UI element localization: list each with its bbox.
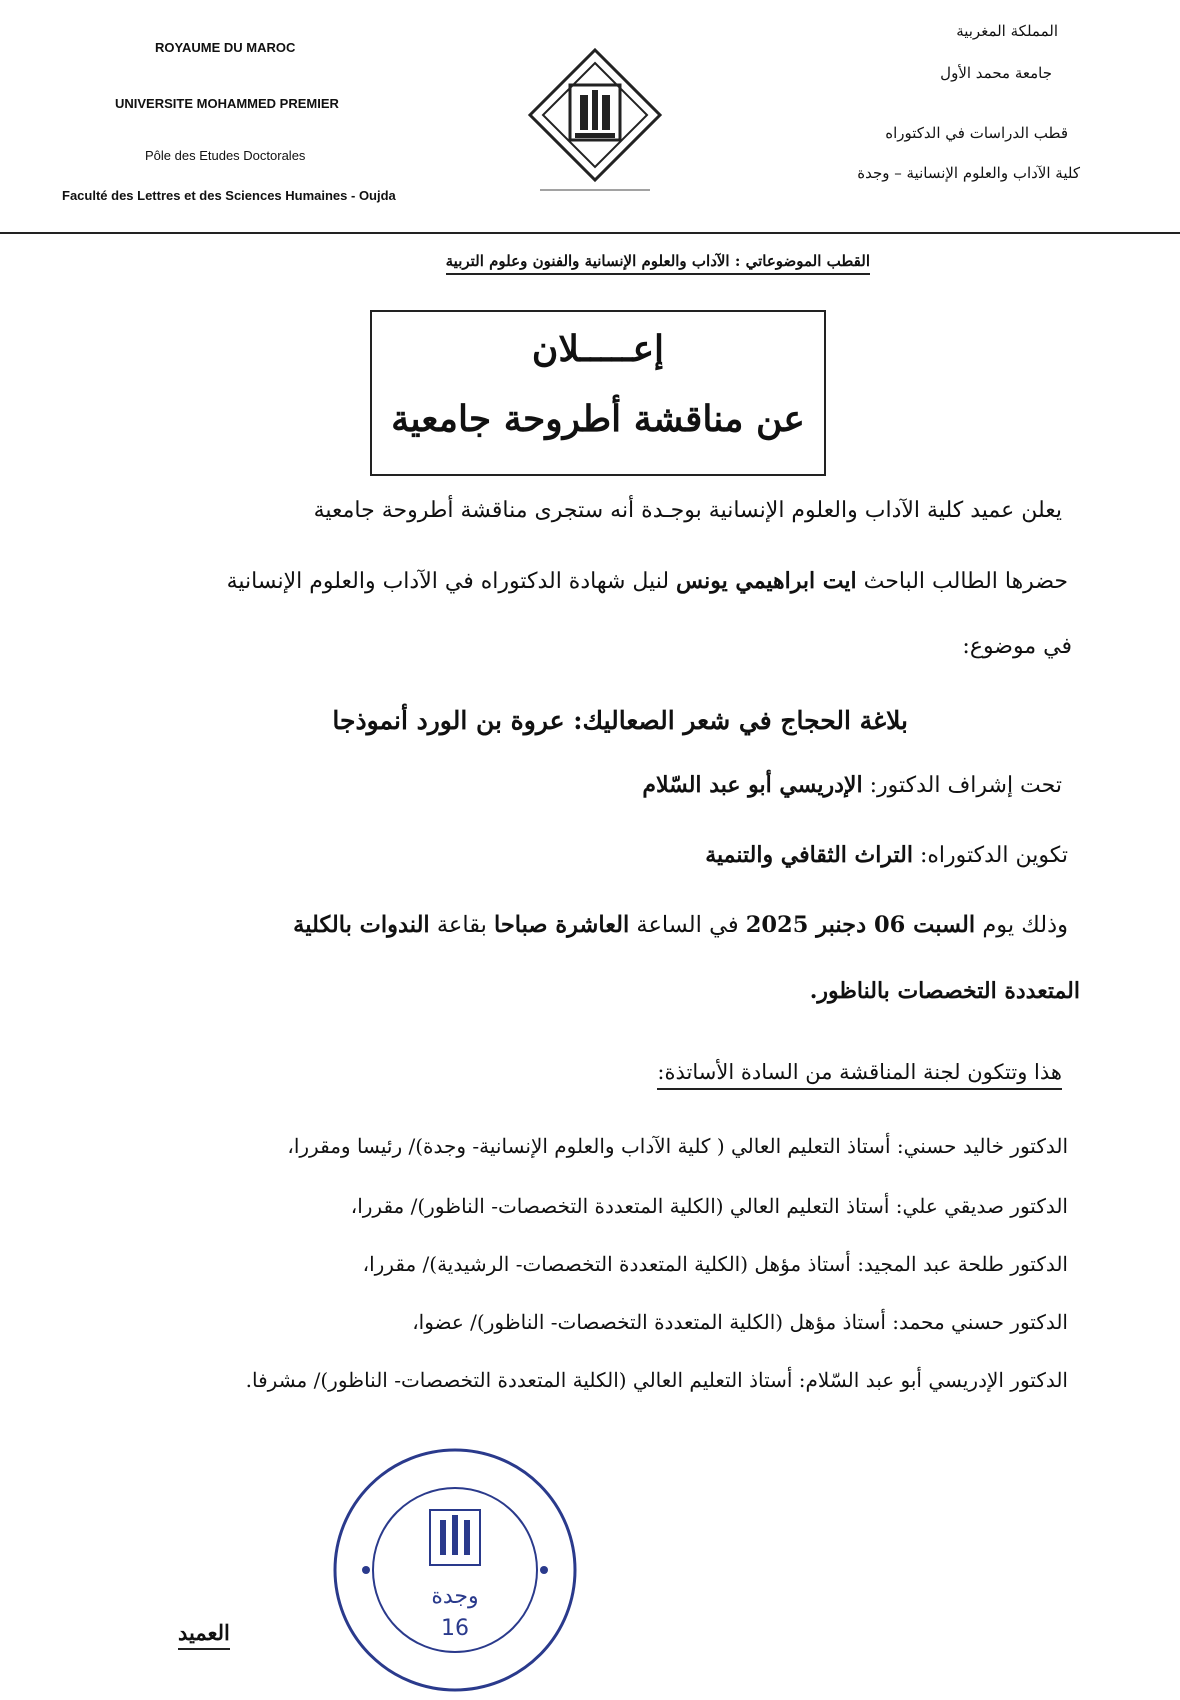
- jury-member-1: الدكتور خاليد حسني: أستاذ التعليم العالي ( كلية الآداب والعلوم الإنسانية- وجدة)/ رئيسا ومقررا،: [287, 1134, 1068, 1158]
- header-fr-pole: Pôle des Etudes Doctorales: [145, 148, 306, 163]
- header-ar-faculty: كلية الآداب والعلوم الإنسانية – وجدة: [857, 164, 1080, 182]
- header-ar-kingdom: المملكة المغربية: [956, 22, 1058, 40]
- official-stamp-icon: [330, 1445, 580, 1695]
- dean-signature-label: العميد: [178, 1620, 230, 1650]
- thesis-subject: بلاغة الحجاج في شعر الصعاليك: عروة بن الورد أنموذجا: [332, 706, 908, 735]
- training-line: [705, 842, 1068, 868]
- jury-member-5: الدكتور الإدريسي أبو عبد السّلام: أستاذ التعليم العالي (الكلية المتعددة التخصصات- الناظور)/ مشرفا.: [245, 1368, 1068, 1392]
- defense-hour: العاشرة صباحا: [494, 912, 630, 938]
- header-fr-kingdom: ROYAUME DU MAROC: [155, 40, 296, 55]
- announcement-line-3: في موضوع:: [962, 634, 1072, 659]
- defense-hall: الندوات بالكلية: [293, 912, 430, 938]
- student-prefix: حضرها الطالب الباحث: [863, 569, 1068, 594]
- title-announcement: إعـــــلان: [531, 328, 665, 370]
- schedule-hall-label: بقاعة: [436, 912, 487, 938]
- student-name: ايت ابراهيمي يونس: [676, 568, 857, 594]
- jury-member-2: الدكتور صديقي علي: أستاذ التعليم العالي (الكلية المتعددة التخصصات- الناظور)/ مقررا،: [350, 1194, 1068, 1218]
- defense-date: السبت 06 دجنبر 2025: [745, 912, 976, 938]
- thematic-pole: القطب الموضوعاتي : الآداب والعلوم الإنسانية والفنون وعلوم التربية: [446, 252, 870, 275]
- announcement-line-2: [227, 568, 1068, 594]
- schedule-hour-label: في الساعة: [636, 912, 739, 938]
- student-suffix: لنيل شهادة الدكتوراه في الآداب والعلوم الإنسانية: [226, 569, 670, 594]
- stamp-city: وجدة: [431, 1584, 479, 1609]
- training-label: تكوين الدكتوراه:: [919, 843, 1068, 868]
- schedule-prefix: وذلك يوم: [982, 912, 1068, 938]
- header-divider: [0, 232, 1180, 234]
- supervision-label: تحت إشراف الدكتور:: [869, 773, 1062, 798]
- supervisor-name: الإدريسي أبو عبد السّلام: [642, 772, 863, 798]
- training-name: التراث الثقافي والتنمية: [705, 842, 913, 868]
- supervision-line: [642, 772, 1062, 798]
- title-subtitle: عن مناقشة أطروحة جامعية: [391, 398, 805, 440]
- header-ar-pole: قطب الدراسات في الدكتوراه: [885, 124, 1068, 142]
- stamp-number: 16: [441, 1616, 469, 1641]
- header-fr-faculty: Faculté des Lettres et des Sciences Humaines - Oujda: [62, 188, 396, 203]
- jury-member-3: الدكتور طلحة عبد المجيد: أستاذ مؤهل (الكلية المتعددة التخصصات- الرشيدية)/ مقررا،: [362, 1252, 1068, 1276]
- jury-heading: هذا وتتكون لجنة المناقشة من السادة الأساتذة:: [657, 1060, 1062, 1090]
- jury-member-4: الدكتور حسني محمد: أستاذ مؤهل (الكلية المتعددة التخصصات- الناظور)/ عضوا،: [412, 1310, 1068, 1334]
- header-fr-university: UNIVERSITE MOHAMMED PREMIER: [115, 96, 339, 111]
- schedule-line-2: المتعددة التخصصات بالناظور.: [809, 978, 1080, 1004]
- announcement-line-1: يعلن عميد كلية الآداب والعلوم الإنسانية بوجـدة أنه ستجرى مناقشة أطروحة جامعية: [313, 498, 1062, 523]
- faculty-logo-icon: [520, 45, 670, 195]
- schedule-line-1: [293, 912, 1068, 938]
- header-ar-university: جامعة محمد الأول: [940, 64, 1052, 82]
